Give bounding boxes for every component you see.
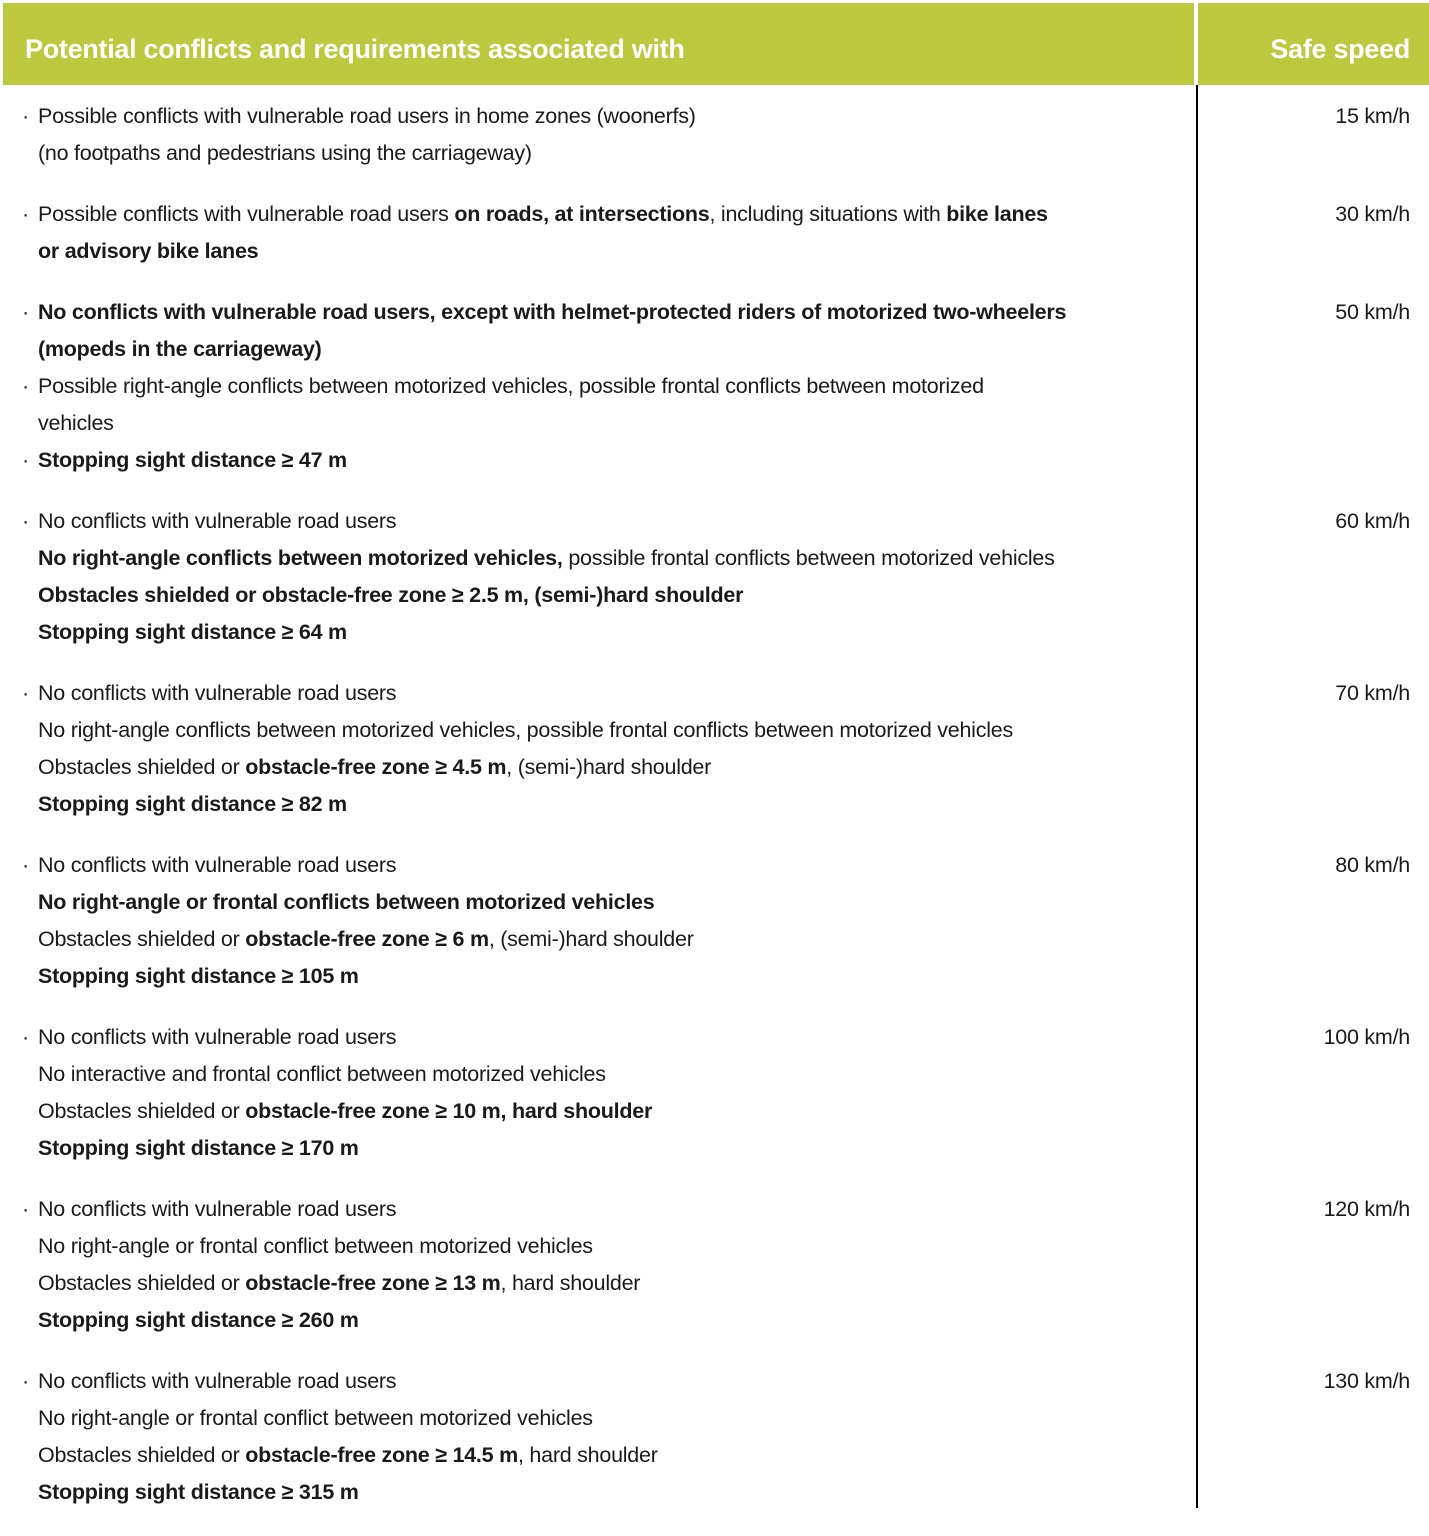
requirement-line: [0, 1056, 1197, 1093]
requirement-line: [0, 921, 1197, 958]
requirement-text-bold: bike lanes: [946, 202, 1048, 226]
requirement-text: Possible conflicts with vulnerable road users: [38, 202, 455, 226]
requirement-line: [0, 884, 1197, 921]
row-requirements: [0, 294, 1197, 479]
requirement-text: Obstacles shielded or: [38, 755, 246, 779]
bullet-icon: ·: [22, 374, 29, 398]
requirement-text: No interactive and frontal conflict between motorized vehicles: [38, 1062, 606, 1086]
row-requirements: [0, 675, 1197, 823]
requirement-line: [0, 540, 1197, 577]
requirement-text: No conflicts with vulnerable road users: [38, 1025, 397, 1049]
requirement-text: , hard shoulder: [517, 1443, 658, 1467]
row-requirements: [0, 1019, 1197, 1167]
safe-speed-value: 100 km/h: [1323, 1025, 1410, 1049]
requirement-text-bold: obstacle-free zone ≥ 10 m, hard shoulder: [245, 1099, 653, 1123]
requirement-line: [0, 1400, 1197, 1437]
requirement-text-bold: Stopping sight distance ≥ 260 m: [38, 1308, 359, 1332]
row-requirements: [0, 98, 1197, 172]
bullet-icon: ·: [22, 202, 29, 226]
requirement-line: [0, 847, 1197, 884]
header-column-divider: [1194, 3, 1198, 85]
requirement-line: [0, 405, 1197, 442]
safe-speed-value: 120 km/h: [1323, 1197, 1410, 1221]
requirement-text-bold: Stopping sight distance ≥ 82 m: [38, 792, 347, 816]
table-header: [3, 3, 1429, 85]
requirement-line: [0, 1130, 1197, 1167]
requirement-text-bold: No conflicts with vulnerable road users, except with helmet-protected riders of motorized two-wheelers: [38, 300, 1067, 324]
header-title-safe-speed: Safe speed: [1270, 33, 1410, 64]
requirement-line: [0, 135, 1197, 172]
row-requirements: [0, 1363, 1197, 1511]
table-row: [0, 294, 1429, 479]
requirement-text: Obstacles shielded or: [38, 1099, 246, 1123]
requirement-text: (no footpaths and pedestrians using the carriageway): [38, 141, 532, 165]
requirement-line: [0, 98, 1197, 135]
safe-speed-value: 15 km/h: [1335, 104, 1410, 128]
requirement-text: Obstacles shielded or: [38, 1271, 246, 1295]
requirement-line: [0, 442, 1197, 479]
table-row: [0, 675, 1429, 823]
requirement-text: Obstacles shielded or: [38, 927, 246, 951]
requirement-line: [0, 196, 1197, 233]
row-requirements: [0, 196, 1197, 270]
requirement-text: No conflicts with vulnerable road users: [38, 1197, 397, 1221]
requirement-text: , (semi-)hard shoulder: [506, 755, 712, 779]
bullet-icon: ·: [22, 104, 29, 128]
bullet-icon: ·: [22, 1025, 29, 1049]
requirement-text: No conflicts with vulnerable road users: [38, 509, 397, 533]
requirement-text: , including situations with: [709, 202, 947, 226]
requirement-line: [0, 1437, 1197, 1474]
requirement-line: [0, 1228, 1197, 1265]
requirement-line: [0, 233, 1197, 270]
requirement-text-bold: Stopping sight distance ≥ 47 m: [38, 448, 347, 472]
row-requirements: [0, 1191, 1197, 1339]
requirement-line: [0, 614, 1197, 651]
requirement-text-bold: obstacle-free zone ≥ 13 m: [245, 1271, 501, 1295]
requirement-text: possible frontal conflicts between motorized vehicles: [562, 546, 1055, 570]
safe-speed-value: 30 km/h: [1335, 202, 1410, 226]
table-row: [0, 847, 1429, 995]
table-body: [0, 85, 1429, 1535]
requirement-line: [0, 1302, 1197, 1339]
requirement-line: [0, 1363, 1197, 1400]
safe-speed-value: 60 km/h: [1335, 509, 1410, 533]
requirement-line: [0, 368, 1197, 405]
requirement-text-bold: or advisory bike lanes: [38, 239, 259, 263]
requirement-text-bold: Obstacles shielded or obstacle-free zone ≥ 2.5 m, (semi-)hard shoulder: [38, 583, 744, 607]
row-requirements: [0, 847, 1197, 995]
table-row: [0, 1191, 1429, 1339]
bullet-icon: ·: [22, 1197, 29, 1221]
requirement-text: No right-angle conflicts between motorized vehicles, possible frontal conflicts between motorized vehicles: [38, 718, 1013, 742]
requirement-text-bold: Stopping sight distance ≥ 170 m: [38, 1136, 359, 1160]
requirement-text-bold: Stopping sight distance ≥ 105 m: [38, 964, 359, 988]
requirement-line: [0, 786, 1197, 823]
header-cell-requirements: [3, 3, 1200, 85]
requirement-line: [0, 1191, 1197, 1228]
requirement-text-bold: obstacle-free zone ≥ 6 m: [245, 927, 489, 951]
requirement-text: No right-angle or frontal conflict between motorized vehicles: [38, 1234, 593, 1258]
header-cell-safe-speed: [1200, 3, 1429, 85]
bullet-icon: ·: [22, 509, 29, 533]
requirement-text: No right-angle or frontal conflict between motorized vehicles: [38, 1406, 593, 1430]
requirement-line: [0, 749, 1197, 786]
requirement-line: [0, 331, 1197, 368]
requirement-text: Obstacles shielded or: [38, 1443, 246, 1467]
requirement-text: No conflicts with vulnerable road users: [38, 681, 397, 705]
requirement-line: [0, 1474, 1197, 1511]
requirement-line: [0, 1019, 1197, 1056]
requirement-text: vehicles: [38, 411, 114, 435]
requirement-text-bold: on roads, at intersections: [454, 202, 710, 226]
table-row: [0, 196, 1429, 270]
requirement-text: No conflicts with vulnerable road users: [38, 853, 397, 877]
safe-speed-value: 80 km/h: [1335, 853, 1410, 877]
table-row: [0, 503, 1429, 651]
requirement-line: [0, 503, 1197, 540]
requirement-line: [0, 294, 1197, 331]
table-row: [0, 1363, 1429, 1511]
table-row: [0, 1019, 1429, 1167]
requirement-line: [0, 958, 1197, 995]
bullet-icon: ·: [22, 448, 29, 472]
safe-speed-value: 70 km/h: [1335, 681, 1410, 705]
requirement-text-bold: No right-angle or frontal conflicts between motorized vehicles: [38, 890, 655, 914]
safe-speed-value: 50 km/h: [1335, 300, 1410, 324]
requirement-text: , (semi-)hard shoulder: [488, 927, 694, 951]
requirement-text: Possible conflicts with vulnerable road users in home zones (woonerfs): [38, 104, 696, 128]
requirement-text: Possible right-angle conflicts between motorized vehicles, possible frontal conflicts between motorized: [38, 374, 984, 398]
bullet-icon: ·: [22, 300, 29, 324]
requirement-text-bold: obstacle-free zone ≥ 4.5 m: [245, 755, 507, 779]
requirement-text-bold: Stopping sight distance ≥ 315 m: [38, 1480, 359, 1504]
safe-speed-value: 130 km/h: [1323, 1369, 1410, 1393]
header-title-requirements: Potential conflicts and requirements associated with: [25, 33, 685, 64]
bullet-icon: ·: [22, 853, 29, 877]
requirement-text: No conflicts with vulnerable road users: [38, 1369, 397, 1393]
requirement-line: [0, 675, 1197, 712]
requirement-line: [0, 1265, 1197, 1302]
table-row: [0, 98, 1429, 172]
requirement-text-bold: obstacle-free zone ≥ 14.5 m: [245, 1443, 518, 1467]
requirement-text-bold: (mopeds in the carriageway): [38, 337, 322, 361]
bullet-icon: ·: [22, 1369, 29, 1393]
bullet-icon: ·: [22, 681, 29, 705]
requirement-text-bold: Stopping sight distance ≥ 64 m: [38, 620, 347, 644]
requirement-line: [0, 712, 1197, 749]
requirement-text-bold: No right-angle conflicts between motorized vehicles,: [38, 546, 563, 570]
column-divider-line: [1196, 85, 1198, 1508]
requirement-text: , hard shoulder: [500, 1271, 641, 1295]
requirement-line: [0, 577, 1197, 614]
requirement-line: [0, 1093, 1197, 1130]
row-requirements: [0, 503, 1197, 651]
